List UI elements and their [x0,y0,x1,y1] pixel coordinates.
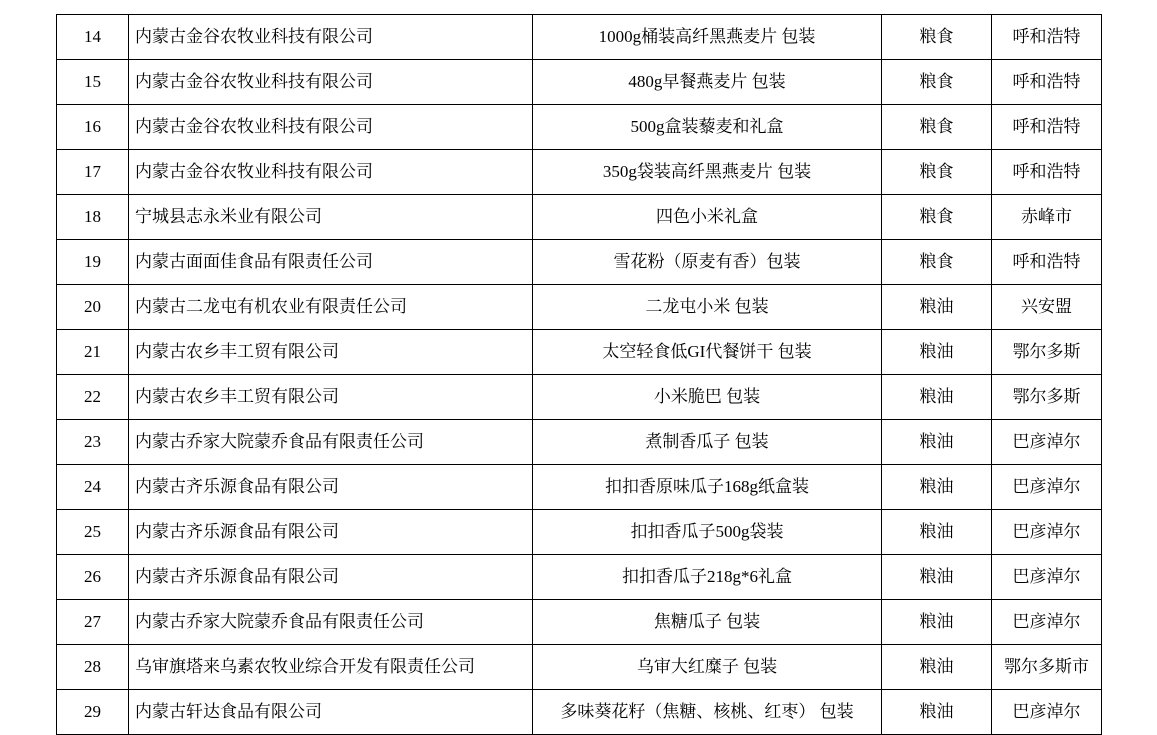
cell-region: 鄂尔多斯 [992,375,1102,420]
table-row [57,645,1102,690]
table-row [57,195,1102,240]
cell-company: 乌审旗塔来乌素农牧业综合开发有限责任公司 [129,645,533,690]
cell-product: 1000g桶装高纤黑燕麦片 包装 [533,15,882,60]
cell-company: 内蒙古金谷农牧业科技有限公司 [129,105,533,150]
cell-region: 鄂尔多斯市 [992,645,1102,690]
cell-region: 呼和浩特 [992,240,1102,285]
table-body [57,15,1102,735]
table-row [57,375,1102,420]
cell-category: 粮油 [882,330,992,375]
table-row [57,600,1102,645]
cell-product: 煮制香瓜子 包装 [533,420,882,465]
cell-index: 25 [57,510,129,555]
cell-company: 内蒙古农乡丰工贸有限公司 [129,330,533,375]
table-row [57,150,1102,195]
cell-company: 宁城县志永米业有限公司 [129,195,533,240]
cell-category: 粮食 [882,15,992,60]
cell-region: 呼和浩特 [992,60,1102,105]
cell-company: 内蒙古金谷农牧业科技有限公司 [129,150,533,195]
cell-company: 内蒙古面面佳食品有限责任公司 [129,240,533,285]
cell-company: 内蒙古齐乐源食品有限公司 [129,465,533,510]
cell-region: 呼和浩特 [992,150,1102,195]
cell-company: 内蒙古金谷农牧业科技有限公司 [129,60,533,105]
cell-index: 14 [57,15,129,60]
cell-category: 粮油 [882,645,992,690]
cell-index: 18 [57,195,129,240]
table-row [57,60,1102,105]
cell-category: 粮油 [882,375,992,420]
cell-company: 内蒙古金谷农牧业科技有限公司 [129,15,533,60]
cell-category: 粮油 [882,285,992,330]
table-row [57,690,1102,735]
cell-product: 扣扣香瓜子500g袋装 [533,510,882,555]
cell-company: 内蒙古乔家大院蒙乔食品有限责任公司 [129,420,533,465]
cell-company: 内蒙古齐乐源食品有限公司 [129,510,533,555]
cell-region: 呼和浩特 [992,105,1102,150]
table-row [57,420,1102,465]
cell-category: 粮油 [882,600,992,645]
cell-region: 巴彦淖尔 [992,510,1102,555]
cell-region: 赤峰市 [992,195,1102,240]
cell-region: 巴彦淖尔 [992,600,1102,645]
cell-index: 17 [57,150,129,195]
cell-product: 480g早餐燕麦片 包装 [533,60,882,105]
table-row [57,105,1102,150]
cell-index: 28 [57,645,129,690]
cell-category: 粮食 [882,150,992,195]
cell-index: 23 [57,420,129,465]
cell-product: 太空轻食低GI代餐饼干 包装 [533,330,882,375]
cell-company: 内蒙古农乡丰工贸有限公司 [129,375,533,420]
table-row [57,15,1102,60]
cell-index: 15 [57,60,129,105]
cell-region: 兴安盟 [992,285,1102,330]
table-row [57,285,1102,330]
cell-region: 呼和浩特 [992,15,1102,60]
table-row [57,555,1102,600]
cell-region: 巴彦淖尔 [992,690,1102,735]
cell-product: 扣扣香瓜子218g*6礼盒 [533,555,882,600]
cell-category: 粮油 [882,510,992,555]
cell-product: 雪花粉（原麦有香）包装 [533,240,882,285]
cell-product: 多味葵花籽（焦糖、核桃、红枣） 包装 [533,690,882,735]
cell-region: 鄂尔多斯 [992,330,1102,375]
cell-category: 粮食 [882,60,992,105]
cell-product: 乌审大红糜子 包装 [533,645,882,690]
cell-category: 粮食 [882,195,992,240]
table-row [57,510,1102,555]
cell-company: 内蒙古齐乐源食品有限公司 [129,555,533,600]
cell-index: 20 [57,285,129,330]
cell-index: 22 [57,375,129,420]
table-row [57,330,1102,375]
cell-product: 焦糖瓜子 包装 [533,600,882,645]
product-listing-table [56,14,1102,735]
cell-category: 粮食 [882,240,992,285]
cell-index: 26 [57,555,129,600]
cell-product: 350g袋装高纤黑燕麦片 包装 [533,150,882,195]
cell-product: 二龙屯小米 包装 [533,285,882,330]
cell-category: 粮油 [882,465,992,510]
cell-company: 内蒙古二龙屯有机农业有限责任公司 [129,285,533,330]
cell-region: 巴彦淖尔 [992,555,1102,600]
cell-index: 19 [57,240,129,285]
cell-product: 小米脆巴 包装 [533,375,882,420]
table-row [57,465,1102,510]
cell-category: 粮油 [882,690,992,735]
cell-index: 16 [57,105,129,150]
table-row [57,240,1102,285]
cell-index: 24 [57,465,129,510]
cell-index: 27 [57,600,129,645]
cell-category: 粮油 [882,555,992,600]
cell-index: 29 [57,690,129,735]
cell-product: 扣扣香原味瓜子168g纸盒装 [533,465,882,510]
cell-company: 内蒙古轩达食品有限公司 [129,690,533,735]
cell-region: 巴彦淖尔 [992,420,1102,465]
cell-category: 粮油 [882,420,992,465]
cell-company: 内蒙古乔家大院蒙乔食品有限责任公司 [129,600,533,645]
cell-product: 四色小米礼盒 [533,195,882,240]
cell-category: 粮食 [882,105,992,150]
cell-region: 巴彦淖尔 [992,465,1102,510]
cell-product: 500g盒装藜麦和礼盒 [533,105,882,150]
cell-index: 21 [57,330,129,375]
